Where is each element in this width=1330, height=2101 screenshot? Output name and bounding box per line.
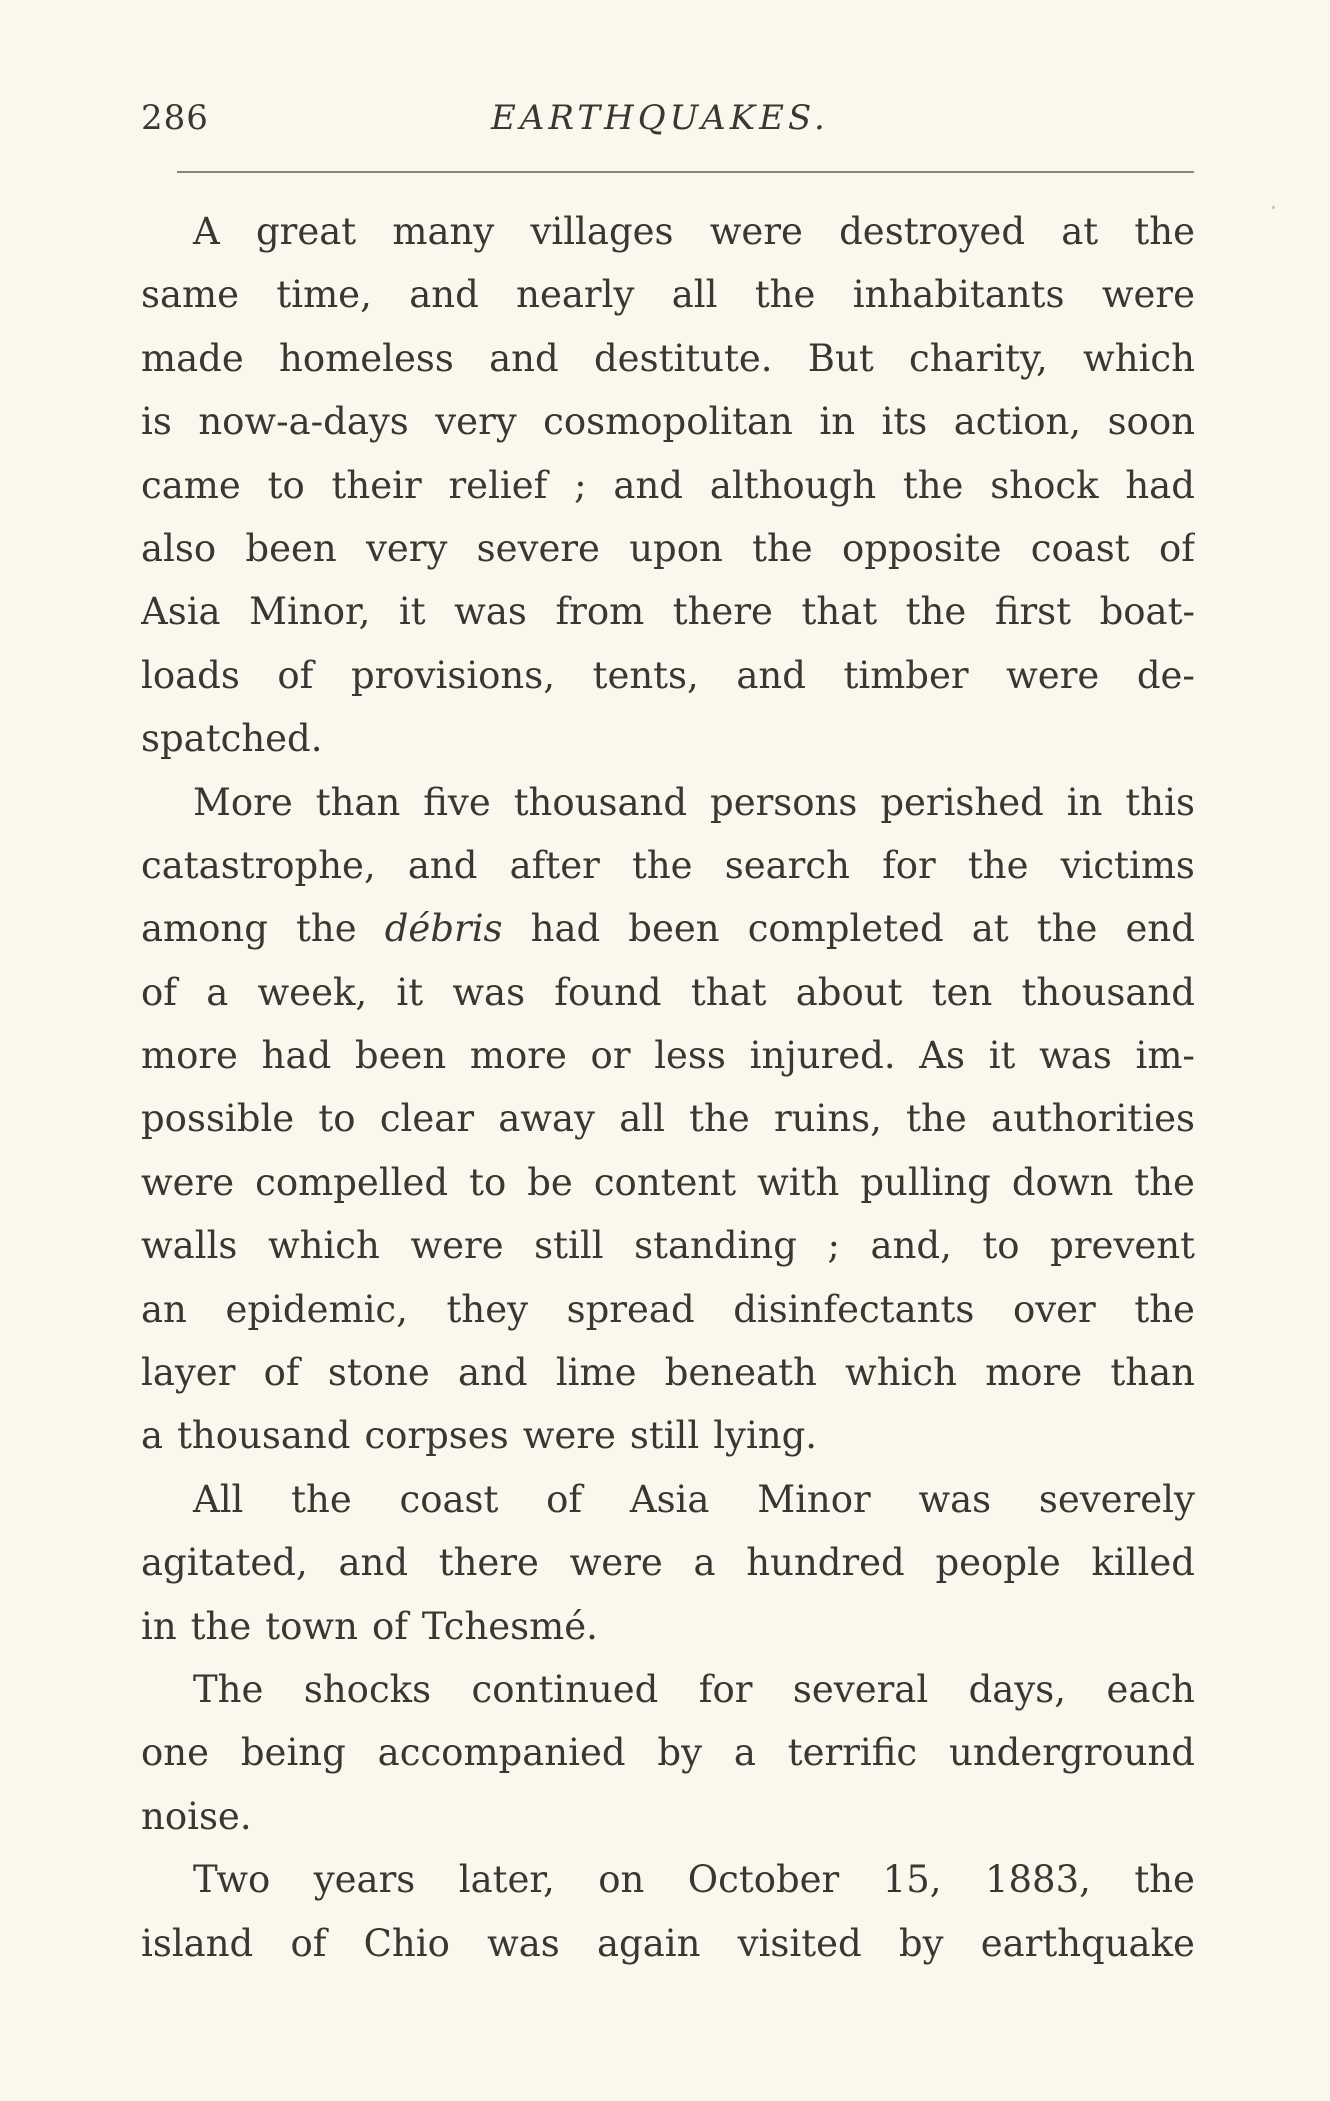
text-line: walls which were still standing ; and, to prevent (141, 1224, 1195, 1268)
running-head (141, 98, 1191, 148)
running-title: EARTHQUAKES. (491, 98, 829, 138)
body-text (141, 200, 1195, 1975)
text-line: also been very severe upon the opposite coast of (141, 526, 1195, 570)
text-line: more had been more or less injured. As it was im- (141, 1034, 1195, 1078)
text-line: A great many villages were destroyed at the (193, 210, 1195, 253)
text-line: catastrophe, and after the search for the victims (141, 843, 1195, 887)
text-line: agitated, and there were a hundred people killed (141, 1541, 1195, 1585)
paper-speck (1272, 206, 1275, 209)
paragraph (141, 1848, 1195, 1975)
page-number: 286 (141, 98, 209, 138)
header-rule (177, 171, 1194, 173)
paragraph (141, 771, 1195, 1468)
text-line: an epidemic, they spread disinfectants over the (141, 1287, 1195, 1331)
text-line: Asia Minor, it was from there that the first boat- (141, 590, 1195, 634)
text-line: came to their relief ; and although the shock had (141, 463, 1195, 507)
text-line: All the coast of Asia Minor was severely (193, 1477, 1195, 1521)
text-line: in the town of Tchesmé. (141, 1604, 598, 1648)
text-line: More than five thousand persons perished in this (193, 780, 1195, 824)
paragraph (141, 1658, 1195, 1848)
text-line: The shocks continued for several days, each (193, 1667, 1195, 1711)
paragraph (141, 1468, 1195, 1658)
text-line: spatched. (141, 717, 323, 761)
text-line: possible to clear away all the ruins, the authorities (141, 1097, 1195, 1141)
text-line: noise. (141, 1794, 252, 1838)
text-line: among the débris had been completed at the end (141, 907, 1195, 951)
text-line: made homeless and destitute. But charity, which (141, 336, 1195, 380)
text-line: Two years later, on October 15, 1883, the (193, 1858, 1195, 1902)
text-line: of a week, it was found that about ten thousand (141, 970, 1195, 1014)
text-line: a thousand corpses were still lying. (141, 1414, 818, 1458)
text-line: same time, and nearly all the inhabitants were (141, 273, 1195, 317)
text-line: one being accompanied by a terrific underground (141, 1731, 1195, 1775)
text-line: loads of provisions, tents, and timber were de- (141, 653, 1195, 697)
text-line: were compelled to be content with pulling down the (141, 1160, 1195, 1204)
text-line: is now-a-days very cosmopolitan in its action, soon (141, 400, 1195, 444)
paragraph (141, 200, 1195, 771)
text-line: layer of stone and lime beneath which more than (141, 1351, 1195, 1395)
text-line: island of Chio was again visited by earthquake (141, 1921, 1195, 1965)
